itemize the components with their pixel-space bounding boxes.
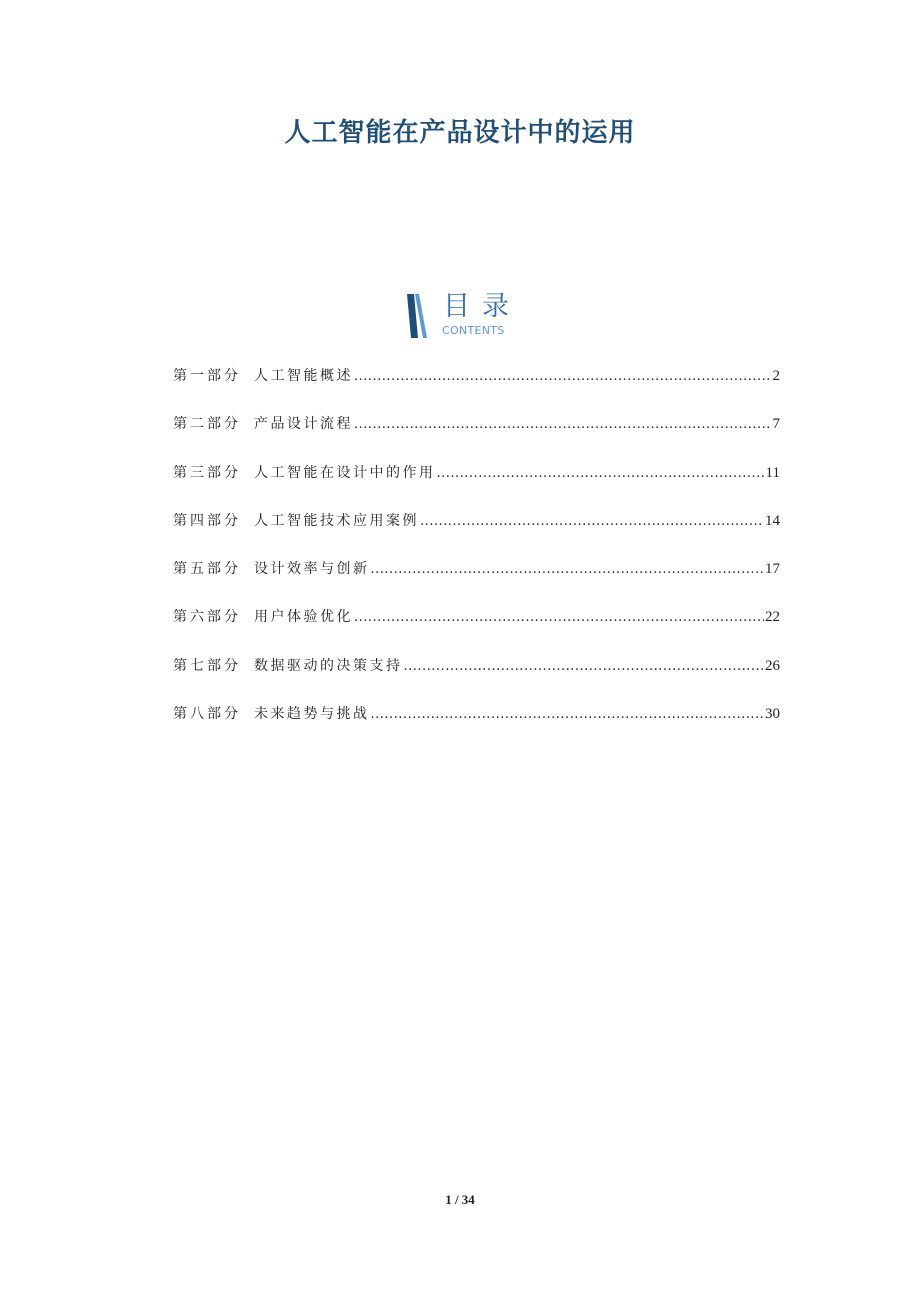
toc-entry-part: 第四部分 — [173, 512, 241, 529]
toc-entry[interactable] — [173, 510, 780, 558]
toc-entry-part: 第八部分 — [173, 706, 241, 723]
toc-dot-leader — [404, 659, 765, 674]
page-indicator: 1 / 34 — [445, 1192, 475, 1207]
toc-entry-title: 人工智能在设计中的作用 — [254, 464, 436, 481]
toc-entry-page: 22 — [765, 609, 780, 626]
toc-entry-title: 产品设计流程 — [254, 416, 353, 433]
toc-entry-title: 人工智能技术应用案例 — [254, 512, 419, 529]
toc-entry-title: 用户体验优化 — [254, 609, 353, 626]
toc-entry-part: 第一部分 — [173, 368, 241, 384]
toc-heading — [405, 292, 535, 342]
toc-entry[interactable] — [173, 413, 780, 461]
toc-entry-page: 2 — [772, 368, 780, 384]
toc-dot-leader — [437, 466, 765, 481]
toc-entry-page: 30 — [765, 706, 780, 723]
toc-entry-page: 14 — [765, 512, 780, 529]
toc-entry-page: 26 — [765, 657, 780, 674]
toc-entry-part: 第二部分 — [173, 416, 241, 433]
toc-dot-leader — [371, 707, 765, 722]
toc-list — [173, 365, 780, 751]
toc-entry-title: 数据驱动的决策支持 — [254, 657, 403, 674]
toc-entry-title: 未来趋势与挑战 — [254, 706, 370, 723]
toc-entry-title: 设计效率与创新 — [254, 561, 370, 578]
toc-dot-leader — [371, 562, 765, 577]
toc-entry-page: 17 — [765, 561, 780, 578]
toc-dot-leader — [354, 417, 772, 432]
toc-entry[interactable] — [173, 365, 780, 413]
toc-entry[interactable] — [173, 558, 780, 606]
toc-subheading: CONTENTS — [442, 324, 505, 337]
toc-entry-part: 第七部分 — [173, 657, 241, 674]
toc-entry-part: 第五部分 — [173, 561, 241, 578]
toc-dot-leader — [354, 610, 764, 625]
toc-entry[interactable] — [173, 655, 780, 703]
toc-dot-leader — [420, 514, 764, 529]
toc-entry[interactable] — [173, 606, 780, 654]
toc-entry-part: 第六部分 — [173, 609, 241, 626]
toc-entry-part: 第三部分 — [173, 464, 241, 481]
toc-entry[interactable] — [173, 462, 780, 510]
toc-entry-page: 7 — [772, 416, 780, 433]
toc-heading-text: 目录 — [443, 291, 521, 322]
toc-entry[interactable] — [173, 703, 780, 751]
toc-dot-leader — [354, 369, 772, 384]
toc-entry-page: 11 — [765, 464, 780, 481]
contents-logo-icon — [405, 294, 431, 338]
toc-entry-title: 人工智能概述 — [254, 368, 353, 384]
document-title: 人工智能在产品设计中的运用 — [284, 118, 636, 148]
